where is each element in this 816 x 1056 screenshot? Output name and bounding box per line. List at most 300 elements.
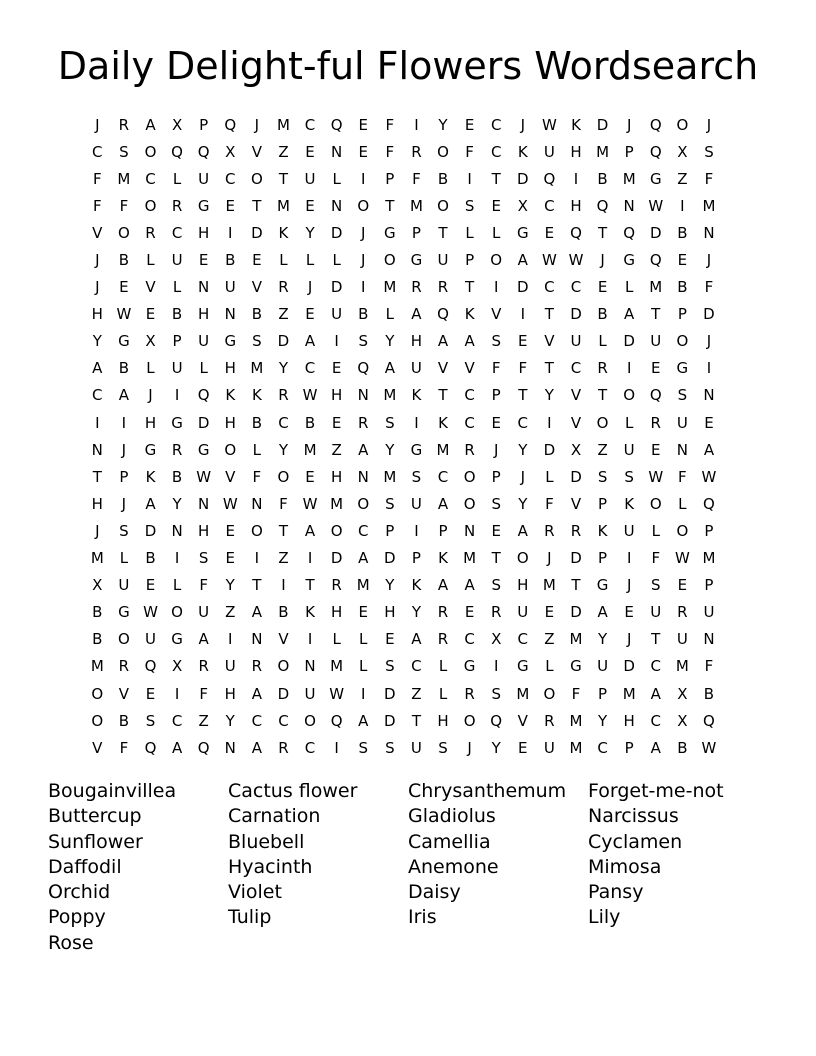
word-list-item: Forget-me-not: [588, 780, 724, 802]
grid-letter: Y: [385, 440, 395, 459]
grid-letter: G: [118, 332, 130, 351]
grid-letter: Q: [197, 738, 210, 757]
grid-letter: U: [623, 440, 635, 459]
grid-letter: H: [91, 305, 103, 324]
grid-letter: F: [491, 359, 501, 378]
grid-letter: I: [493, 278, 499, 297]
grid-letter: R: [145, 223, 156, 242]
grid-letter: U: [198, 603, 210, 622]
grid-letter: B: [304, 413, 316, 432]
word-list-item: Hyacinth: [228, 855, 313, 878]
grid-letter: E: [544, 223, 555, 242]
grid-letter: Z: [198, 711, 209, 730]
grid-letter: S: [119, 521, 129, 540]
grid-letter: R: [597, 359, 608, 378]
grid-letter: R: [437, 603, 449, 622]
grid-letter: R: [118, 657, 130, 676]
grid-letter: J: [95, 521, 100, 540]
grid-letter: O: [543, 684, 556, 703]
grid-letter: Q: [703, 711, 715, 730]
grid-letter: N: [91, 440, 103, 459]
grid-letter: G: [197, 440, 210, 459]
grid-letter: I: [334, 332, 339, 351]
grid-letter: V: [251, 278, 262, 297]
grid-letter: O: [250, 169, 263, 188]
grid-letter: D: [330, 223, 343, 242]
grid-letter: E: [464, 115, 475, 134]
grid-letter: B: [597, 169, 608, 188]
grid-letter: D: [330, 549, 343, 568]
grid-letter: A: [145, 115, 156, 134]
grid-letter: B: [677, 278, 688, 297]
grid-letter: E: [305, 305, 315, 324]
grid-letter: N: [676, 440, 688, 459]
grid-letter: D: [543, 440, 556, 459]
grid-letter: H: [331, 603, 343, 622]
grid-letter: A: [358, 549, 369, 568]
grid-letter: P: [119, 467, 129, 486]
grid-letter: M: [330, 494, 344, 513]
grid-letter: W: [541, 251, 557, 270]
grid-letter: R: [570, 521, 582, 540]
grid-letter: J: [520, 115, 526, 134]
grid-letter: D: [277, 332, 290, 351]
grid-letter: U: [597, 657, 609, 676]
grid-letter: F: [92, 196, 102, 215]
grid-letter: P: [491, 467, 501, 486]
grid-letter: J: [706, 332, 712, 351]
grid-letter: R: [171, 196, 183, 215]
grid-letter: E: [252, 251, 262, 270]
grid-letter: I: [414, 413, 419, 432]
grid-letter: L: [438, 684, 448, 703]
word-list-item: Orchid: [48, 881, 111, 904]
grid-letter: E: [651, 359, 661, 378]
grid-letter: P: [598, 684, 608, 703]
grid-letter: A: [384, 359, 395, 378]
grid-letter: B: [677, 223, 688, 242]
grid-letter: J: [307, 278, 313, 297]
grid-letter: R: [358, 413, 369, 432]
grid-letter: O: [437, 142, 449, 161]
grid-letter: T: [491, 169, 501, 188]
grid-letter: A: [304, 332, 316, 351]
grid-letter: Q: [649, 115, 662, 134]
grid-letter: G: [171, 413, 183, 432]
word-list-item: Daisy: [408, 881, 461, 904]
grid-letter: O: [304, 711, 316, 730]
grid-letter: K: [305, 603, 315, 622]
grid-letter: C: [597, 738, 608, 757]
grid-letter: X: [491, 630, 502, 649]
grid-letter: C: [650, 657, 661, 676]
grid-letter: H: [623, 711, 635, 730]
grid-letter: J: [493, 440, 499, 459]
grid-letter: V: [544, 332, 555, 351]
grid-letter: O: [676, 115, 689, 134]
word-list-item: Gladiolus: [408, 805, 496, 828]
grid-letter: U: [676, 413, 688, 432]
grid-letter: K: [438, 549, 448, 568]
grid-letter: N: [703, 386, 715, 405]
grid-letter: W: [302, 494, 318, 513]
grid-letter: C: [92, 142, 103, 161]
grid-letter: F: [704, 278, 714, 297]
grid-letter: W: [648, 467, 664, 486]
grid-letter: Q: [703, 494, 715, 513]
grid-letter: C: [251, 711, 263, 730]
grid-letter: A: [304, 521, 316, 540]
grid-letter: K: [225, 386, 236, 405]
grid-letter: O: [490, 251, 503, 270]
grid-letter: J: [95, 115, 100, 134]
grid-letter: D: [517, 169, 529, 188]
grid-letter: R: [251, 657, 263, 676]
grid-letter: G: [197, 196, 210, 215]
grid-letter: C: [650, 711, 661, 730]
grid-letter: T: [252, 196, 262, 215]
grid-letter: Y: [544, 386, 554, 405]
grid-letter: S: [358, 332, 368, 351]
grid-letter: W: [701, 738, 717, 757]
grid-letter: Y: [305, 223, 315, 242]
grid-letter: A: [358, 440, 369, 459]
grid-letter: E: [119, 278, 129, 297]
grid-letter: S: [624, 467, 634, 486]
grid-letter: R: [278, 386, 289, 405]
grid-letter: S: [491, 332, 501, 351]
grid-letter: K: [411, 576, 422, 595]
grid-letter: R: [437, 278, 449, 297]
grid-letter: K: [571, 115, 581, 134]
grid-letter: G: [649, 169, 662, 188]
grid-letter: S: [385, 738, 395, 757]
grid-letter: Q: [543, 169, 556, 188]
grid-letter: Z: [278, 305, 289, 324]
grid-letter: M: [569, 630, 583, 649]
grid-letter: V: [570, 386, 582, 405]
grid-letter: T: [518, 386, 528, 405]
grid-letter: B: [171, 467, 183, 486]
grid-letter: D: [623, 657, 635, 676]
grid-letter: S: [252, 332, 262, 351]
grid-letter: N: [463, 521, 476, 540]
grid-letter: D: [251, 223, 263, 242]
grid-letter: G: [224, 332, 237, 351]
grid-letter: H: [198, 305, 210, 324]
grid-letter: U: [304, 684, 316, 703]
grid-letter: R: [464, 440, 475, 459]
grid-letter: C: [464, 413, 475, 432]
grid-letter: O: [516, 549, 529, 568]
grid-letter: T: [544, 359, 554, 378]
grid-letter: Y: [92, 332, 102, 351]
grid-letter: H: [91, 494, 103, 513]
grid-letter: B: [171, 305, 183, 324]
grid-letter: R: [118, 115, 130, 134]
grid-letter: L: [545, 467, 554, 486]
grid-letter: U: [543, 738, 555, 757]
grid-letter: L: [332, 169, 341, 188]
grid-letter: B: [145, 549, 156, 568]
grid-letter: O: [277, 467, 290, 486]
grid-letter: O: [596, 413, 609, 432]
grid-letter: F: [119, 738, 129, 757]
grid-letter: A: [358, 711, 369, 730]
grid-letter: L: [359, 630, 368, 649]
grid-letter: C: [490, 115, 502, 134]
grid-letter: H: [224, 359, 236, 378]
grid-letter: U: [410, 494, 422, 513]
grid-letter: Q: [144, 738, 157, 757]
grid-letter: D: [144, 521, 157, 540]
word-list-item: Tulip: [228, 906, 272, 929]
grid-letter: Q: [623, 223, 636, 242]
grid-letter: F: [92, 169, 102, 188]
grid-letter: Y: [518, 494, 528, 513]
grid-letter: A: [251, 603, 262, 622]
word-list-item: Daffodil: [48, 855, 122, 878]
grid-letter: E: [225, 521, 235, 540]
grid-letter: V: [251, 142, 262, 161]
grid-letter: U: [224, 657, 236, 676]
grid-letter: R: [411, 142, 422, 161]
grid-letter: J: [626, 576, 632, 595]
grid-letter: N: [198, 278, 210, 297]
grid-letter: C: [464, 630, 475, 649]
grid-letter: R: [198, 657, 209, 676]
grid-letter: I: [467, 169, 472, 188]
grid-letter: E: [331, 359, 342, 378]
grid-letter: S: [145, 711, 156, 730]
grid-letter: C: [570, 278, 582, 297]
grid-letter: U: [198, 332, 210, 351]
word-list-item: Poppy: [48, 906, 106, 929]
grid-letter: A: [464, 576, 475, 595]
grid-letter: E: [491, 196, 501, 215]
grid-letter: W: [701, 467, 717, 486]
grid-letter: I: [174, 684, 180, 703]
grid-letter: X: [677, 142, 688, 161]
grid-letter: W: [302, 386, 318, 405]
grid-letter: F: [279, 494, 288, 513]
grid-letter: I: [174, 386, 180, 405]
grid-letter: M: [276, 115, 290, 134]
grid-letter: F: [199, 684, 208, 703]
grid-letter: H: [144, 413, 157, 432]
grid-letter: Z: [411, 684, 422, 703]
grid-letter: F: [252, 467, 262, 486]
grid-letter: O: [357, 196, 370, 215]
grid-letter: B: [358, 305, 369, 324]
grid-letter: M: [90, 549, 104, 568]
grid-letter: C: [490, 142, 502, 161]
grid-letter: D: [649, 223, 662, 242]
grid-letter: U: [650, 603, 662, 622]
grid-letter: U: [198, 169, 210, 188]
grid-letter: O: [117, 223, 130, 242]
grid-letter: J: [254, 115, 260, 134]
grid-letter: Q: [197, 386, 210, 405]
grid-letter: R: [278, 278, 289, 297]
grid-letter: C: [92, 386, 103, 405]
word-list-item: Chrysanthemum: [408, 780, 567, 802]
grid-letter: K: [251, 386, 262, 405]
grid-letter: G: [144, 440, 157, 459]
grid-letter: O: [91, 711, 104, 730]
grid-letter: C: [517, 413, 529, 432]
grid-letter: L: [438, 657, 448, 676]
grid-letter: O: [676, 332, 689, 351]
grid-letter: G: [463, 657, 476, 676]
grid-letter: V: [437, 359, 449, 378]
grid-letter: T: [491, 549, 501, 568]
grid-letter: X: [677, 711, 688, 730]
grid-letter: L: [146, 251, 155, 270]
grid-letter: L: [279, 251, 288, 270]
grid-letter: B: [278, 603, 289, 622]
grid-letter: U: [650, 332, 662, 351]
grid-letter: O: [117, 630, 130, 649]
grid-letter: S: [385, 413, 395, 432]
grid-letter: V: [92, 223, 103, 242]
grid-letter: V: [570, 494, 582, 513]
grid-letter: R: [411, 278, 422, 297]
grid-letter: R: [490, 603, 502, 622]
grid-letter: B: [118, 359, 130, 378]
grid-letter: L: [146, 359, 155, 378]
grid-letter: L: [172, 576, 182, 595]
grid-letter: T: [438, 386, 448, 405]
grid-letter: D: [570, 467, 582, 486]
grid-letter: C: [570, 359, 582, 378]
word-list-item: Bougainvillea: [48, 780, 177, 802]
grid-letter: J: [520, 467, 526, 486]
grid-letter: E: [518, 332, 528, 351]
grid-letter: N: [251, 494, 263, 513]
grid-letter: J: [361, 251, 366, 270]
grid-letter: G: [118, 603, 130, 622]
grid-letter: Q: [649, 142, 662, 161]
grid-letter: M: [383, 386, 397, 405]
grid-letter: A: [171, 738, 183, 757]
grid-letter: V: [225, 467, 236, 486]
grid-letter: W: [674, 549, 690, 568]
grid-letter: J: [626, 630, 632, 649]
grid-letter: O: [463, 494, 476, 513]
grid-letter: A: [145, 494, 156, 513]
grid-letter: L: [492, 223, 501, 242]
grid-letter: C: [357, 521, 369, 540]
grid-letter: E: [305, 142, 315, 161]
grid-letter: T: [571, 576, 581, 595]
grid-letter: B: [118, 251, 130, 270]
grid-letter: L: [332, 251, 341, 270]
grid-letter: B: [597, 305, 608, 324]
word-list-item: Bluebell: [228, 830, 305, 853]
grid-letter: I: [334, 738, 339, 757]
grid-letter: P: [465, 251, 475, 270]
word-list-item: Carnation: [228, 805, 321, 828]
grid-letter: O: [330, 521, 343, 540]
grid-letter: V: [278, 630, 289, 649]
grid-letter: Z: [225, 603, 236, 622]
page-title: Daily Delight-ful Flowers Wordsearch: [57, 44, 759, 88]
grid-letter: O: [623, 386, 636, 405]
grid-letter: L: [305, 251, 315, 270]
grid-letter: N: [623, 196, 635, 215]
grid-letter: Q: [144, 657, 157, 676]
grid-letter: E: [597, 278, 608, 297]
grid-letter: R: [677, 603, 688, 622]
grid-letter: C: [411, 657, 422, 676]
grid-letter: G: [676, 359, 689, 378]
grid-letter: E: [145, 305, 156, 324]
grid-letter: F: [571, 684, 581, 703]
grid-letter: Y: [597, 630, 608, 649]
grid-letter: Z: [544, 630, 555, 649]
grid-letter: I: [414, 115, 419, 134]
grid-letter: D: [596, 115, 609, 134]
grid-letter: F: [385, 115, 395, 134]
grid-letter: P: [677, 305, 687, 324]
grid-letter: V: [92, 738, 103, 757]
grid-letter: A: [650, 738, 661, 757]
grid-letter: X: [145, 332, 156, 351]
grid-letter: I: [281, 576, 286, 595]
grid-letter: X: [92, 576, 103, 595]
grid-letter: S: [491, 684, 501, 703]
grid-letter: E: [198, 251, 209, 270]
grid-letter: D: [517, 278, 529, 297]
grid-letter: W: [541, 115, 557, 134]
grid-letter: P: [172, 332, 182, 351]
grid-letter: V: [570, 413, 582, 432]
grid-letter: G: [596, 576, 609, 595]
grid-letter: O: [649, 494, 662, 513]
grid-letter: J: [148, 386, 153, 405]
grid-letter: M: [622, 684, 636, 703]
grid-letter: U: [171, 359, 183, 378]
grid-letter: C: [544, 196, 555, 215]
grid-letter: I: [414, 521, 419, 540]
grid-letter: I: [626, 359, 632, 378]
grid-letter: M: [463, 549, 477, 568]
grid-letter: X: [517, 196, 528, 215]
grid-letter: Y: [225, 711, 235, 730]
grid-letter: F: [199, 576, 208, 595]
grid-letter: F: [412, 169, 421, 188]
grid-letter: S: [198, 549, 209, 568]
grid-letter: O: [144, 142, 157, 161]
word-list-item: Pansy: [588, 881, 644, 904]
grid-letter: L: [465, 223, 474, 242]
word-list-item: Lily: [588, 906, 621, 929]
grid-letter: S: [677, 386, 688, 405]
grid-letter: M: [117, 169, 131, 188]
grid-letter: P: [385, 521, 395, 540]
grid-letter: Q: [596, 196, 609, 215]
grid-letter: R: [437, 630, 449, 649]
grid-letter: E: [145, 684, 156, 703]
grid-letter: D: [623, 332, 635, 351]
grid-letter: N: [251, 630, 263, 649]
grid-letter: E: [464, 603, 475, 622]
grid-letter: L: [598, 332, 607, 351]
grid-letter: N: [224, 305, 236, 324]
grid-letter: I: [307, 630, 313, 649]
grid-letter: Z: [278, 142, 289, 161]
